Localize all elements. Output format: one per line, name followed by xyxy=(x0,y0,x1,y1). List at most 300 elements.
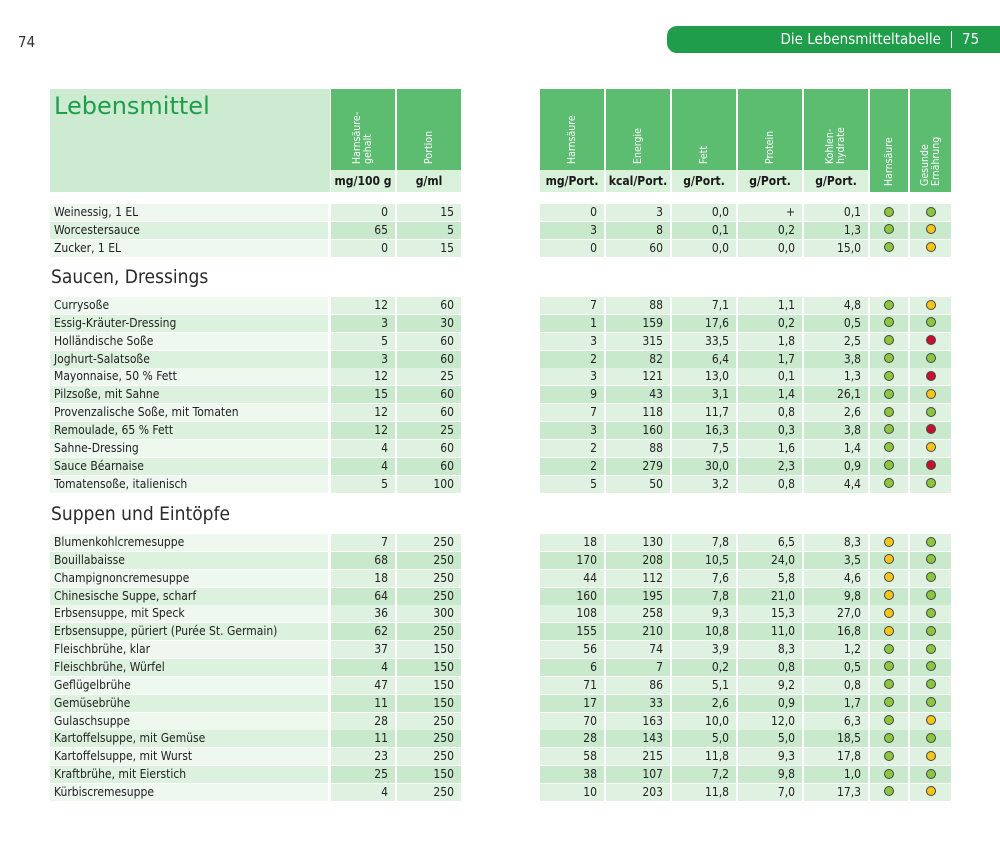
uric-acid-rating xyxy=(870,422,908,439)
energy: 86 xyxy=(606,677,670,694)
uric-acid-rating xyxy=(870,677,908,694)
table-row xyxy=(0,368,1000,385)
uric-acid-rating xyxy=(870,476,908,493)
uric-acid-per-portion: 3 xyxy=(540,422,604,439)
rating-dot xyxy=(926,224,936,234)
uric-acid-per-100g: 11 xyxy=(331,730,395,747)
protein: 11,0 xyxy=(738,623,802,640)
rating-dot xyxy=(884,353,894,363)
energy: 33 xyxy=(606,695,670,712)
uric-acid-per-portion: 170 xyxy=(540,552,604,569)
uric-acid-per-100g: 4 xyxy=(331,440,395,457)
healthy-nutrition-rating xyxy=(910,766,951,783)
rating-dot xyxy=(884,786,894,796)
uric-acid-rating xyxy=(870,404,908,421)
portion: 15 xyxy=(397,240,461,257)
carbohydrates: 3,8 xyxy=(804,351,868,368)
carbohydrates: 0,8 xyxy=(804,677,868,694)
energy: 107 xyxy=(606,766,670,783)
protein: 1,8 xyxy=(738,333,802,350)
food-name: Geflügelbrühe xyxy=(50,677,328,694)
protein: 0,8 xyxy=(738,404,802,421)
header-unit-bg xyxy=(606,170,670,192)
uric-acid-per-100g: 12 xyxy=(331,297,395,314)
uric-acid-per-portion: 7 xyxy=(540,297,604,314)
table-row xyxy=(0,458,1000,475)
rating-dot xyxy=(884,751,894,761)
food-name: Erbsensuppe, mit Speck xyxy=(50,605,328,622)
rating-dot xyxy=(926,478,936,488)
uric-acid-per-100g: 25 xyxy=(331,766,395,783)
protein: 0,0 xyxy=(738,240,802,257)
protein: 0,1 xyxy=(738,368,802,385)
uric-acid-per-portion: 71 xyxy=(540,677,604,694)
energy: 118 xyxy=(606,404,670,421)
rating-dot xyxy=(884,300,894,310)
portion: 250 xyxy=(397,534,461,551)
header-col-label: Gesunde Ernährung xyxy=(918,136,942,186)
uric-acid-rating xyxy=(870,695,908,712)
header-col-label: Harnsäure xyxy=(565,115,578,164)
healthy-nutrition-rating xyxy=(910,315,951,332)
food-name: Blumenkohlcremesuppe xyxy=(50,534,328,551)
uric-acid-per-portion: 5 xyxy=(540,476,604,493)
food-name: Fleischbrühe, Würfel xyxy=(50,659,328,676)
energy: 258 xyxy=(606,605,670,622)
fat: 0,0 xyxy=(672,240,736,257)
uric-acid-per-portion: 17 xyxy=(540,695,604,712)
uric-acid-rating xyxy=(870,386,908,403)
rating-dot xyxy=(884,317,894,327)
food-name: Kürbiscremesuppe xyxy=(50,784,328,801)
rating-dot xyxy=(884,626,894,636)
fat: 3,2 xyxy=(672,476,736,493)
carbohydrates: 15,0 xyxy=(804,240,868,257)
rating-dot xyxy=(884,661,894,671)
uric-acid-rating xyxy=(870,333,908,350)
table-row xyxy=(0,730,1000,747)
carbohydrates: 16,8 xyxy=(804,623,868,640)
chapter-title: Die Lebensmitteltabelle xyxy=(780,30,941,48)
protein: 8,3 xyxy=(738,641,802,658)
carbohydrates: 4,6 xyxy=(804,570,868,587)
uric-acid-per-portion: 0 xyxy=(540,204,604,221)
healthy-nutrition-rating xyxy=(910,240,951,257)
food-name: Kraftbrühe, mit Eierstich xyxy=(50,766,328,783)
fat: 7,8 xyxy=(672,588,736,605)
rating-dot xyxy=(884,537,894,547)
portion: 60 xyxy=(397,333,461,350)
energy: 143 xyxy=(606,730,670,747)
fat: 3,1 xyxy=(672,386,736,403)
carbohydrates: 26,1 xyxy=(804,386,868,403)
rating-dot xyxy=(884,207,894,217)
energy: 195 xyxy=(606,588,670,605)
food-name: Bouillabaisse xyxy=(50,552,328,569)
rating-dot xyxy=(884,644,894,654)
uric-acid-per-100g: 5 xyxy=(331,333,395,350)
portion: 60 xyxy=(397,351,461,368)
table-row xyxy=(0,695,1000,712)
uric-acid-per-100g: 11 xyxy=(331,695,395,712)
page-number-right: 75 xyxy=(962,30,980,48)
rating-dot xyxy=(926,207,936,217)
table-row xyxy=(0,386,1000,403)
table-row xyxy=(0,552,1000,569)
fat: 30,0 xyxy=(672,458,736,475)
uric-acid-per-portion: 1 xyxy=(540,315,604,332)
header-unit-bg xyxy=(738,170,802,192)
uric-acid-per-portion: 160 xyxy=(540,588,604,605)
energy: 121 xyxy=(606,368,670,385)
energy: 163 xyxy=(606,713,670,730)
rating-dot xyxy=(926,442,936,452)
rating-dot xyxy=(926,317,936,327)
carbohydrates: 0,1 xyxy=(804,204,868,221)
header-unit-bg xyxy=(331,170,395,192)
protein: 0,2 xyxy=(738,315,802,332)
energy: 8 xyxy=(606,222,670,239)
energy: 130 xyxy=(606,534,670,551)
protein: 2,3 xyxy=(738,458,802,475)
uric-acid-rating xyxy=(870,315,908,332)
uric-acid-per-100g: 23 xyxy=(331,748,395,765)
uric-acid-per-portion: 9 xyxy=(540,386,604,403)
rating-dot xyxy=(884,608,894,618)
protein: 5,0 xyxy=(738,730,802,747)
energy: 112 xyxy=(606,570,670,587)
portion: 60 xyxy=(397,297,461,314)
healthy-nutrition-rating xyxy=(910,570,951,587)
uric-acid-per-100g: 12 xyxy=(331,422,395,439)
carbohydrates: 4,8 xyxy=(804,297,868,314)
healthy-nutrition-rating xyxy=(910,404,951,421)
energy: 203 xyxy=(606,784,670,801)
energy: 50 xyxy=(606,476,670,493)
healthy-nutrition-rating xyxy=(910,368,951,385)
food-name: Champignoncremesuppe xyxy=(50,570,328,587)
uric-acid-per-portion: 10 xyxy=(540,784,604,801)
fat: 33,5 xyxy=(672,333,736,350)
rating-dot xyxy=(926,335,936,345)
table-row xyxy=(0,476,1000,493)
protein: 0,3 xyxy=(738,422,802,439)
rating-dot xyxy=(884,769,894,779)
rating-dot xyxy=(926,697,936,707)
protein: 12,0 xyxy=(738,713,802,730)
table-row xyxy=(0,315,1000,332)
healthy-nutrition-rating xyxy=(910,588,951,605)
uric-acid-per-portion: 108 xyxy=(540,605,604,622)
food-name: Gulaschsuppe xyxy=(50,713,328,730)
table-row xyxy=(0,404,1000,421)
fat: 11,8 xyxy=(672,784,736,801)
table-row xyxy=(0,351,1000,368)
protein: 1,4 xyxy=(738,386,802,403)
carbohydrates: 18,5 xyxy=(804,730,868,747)
uric-acid-per-100g: 47 xyxy=(331,677,395,694)
energy: 43 xyxy=(606,386,670,403)
food-name: Weinessig, 1 EL xyxy=(50,204,328,221)
header-unit-bg xyxy=(540,170,604,192)
portion: 150 xyxy=(397,677,461,694)
portion: 15 xyxy=(397,204,461,221)
protein: 5,8 xyxy=(738,570,802,587)
uric-acid-per-100g: 37 xyxy=(331,641,395,658)
header-unit: kcal/Port. xyxy=(608,174,668,188)
healthy-nutrition-rating xyxy=(910,351,951,368)
rating-dot xyxy=(884,389,894,399)
energy: 279 xyxy=(606,458,670,475)
uric-acid-rating xyxy=(870,440,908,457)
header-col-right-6 xyxy=(910,89,951,192)
protein: 24,0 xyxy=(738,552,802,569)
healthy-nutrition-rating xyxy=(910,713,951,730)
uric-acid-per-100g: 28 xyxy=(331,713,395,730)
uric-acid-per-portion: 70 xyxy=(540,713,604,730)
uric-acid-per-100g: 4 xyxy=(331,659,395,676)
portion: 25 xyxy=(397,422,461,439)
page-number-left: 74 xyxy=(18,33,36,51)
uric-acid-rating xyxy=(870,713,908,730)
uric-acid-per-portion: 0 xyxy=(540,240,604,257)
energy: 82 xyxy=(606,351,670,368)
header-title-cell xyxy=(50,89,330,192)
fat: 11,7 xyxy=(672,404,736,421)
food-name: Tomatensoße, italienisch xyxy=(50,476,328,493)
portion: 60 xyxy=(397,386,461,403)
rating-dot xyxy=(884,572,894,582)
header-divider xyxy=(951,31,952,48)
protein: 1,6 xyxy=(738,440,802,457)
uric-acid-per-100g: 65 xyxy=(331,222,395,239)
protein: 1,1 xyxy=(738,297,802,314)
table-row xyxy=(0,240,1000,257)
portion: 250 xyxy=(397,730,461,747)
energy: 60 xyxy=(606,240,670,257)
fat: 7,5 xyxy=(672,440,736,457)
carbohydrates: 3,8 xyxy=(804,422,868,439)
fat: 7,8 xyxy=(672,534,736,551)
rating-dot xyxy=(926,733,936,743)
rating-dot xyxy=(884,460,894,470)
uric-acid-rating xyxy=(870,784,908,801)
header-unit-bg xyxy=(804,170,868,192)
rating-dot xyxy=(926,661,936,671)
table-row xyxy=(0,713,1000,730)
food-name: Holländische Soße xyxy=(50,333,328,350)
rating-dot xyxy=(926,460,936,470)
uric-acid-rating xyxy=(870,534,908,551)
uric-acid-per-100g: 15 xyxy=(331,386,395,403)
uric-acid-rating xyxy=(870,351,908,368)
food-name: Kartoffelsuppe, mit Wurst xyxy=(50,748,328,765)
section-title: Saucen, Dressings xyxy=(51,266,209,288)
rating-dot xyxy=(926,242,936,252)
food-name: Chinesische Suppe, scharf xyxy=(50,588,328,605)
carbohydrates: 9,8 xyxy=(804,588,868,605)
table-row xyxy=(0,588,1000,605)
rating-dot xyxy=(884,590,894,600)
carbohydrates: 8,3 xyxy=(804,534,868,551)
uric-acid-per-100g: 3 xyxy=(331,315,395,332)
rating-dot xyxy=(926,715,936,725)
food-name: Remoulade, 65 % Fett xyxy=(50,422,328,439)
uric-acid-rating xyxy=(870,368,908,385)
protein: 15,3 xyxy=(738,605,802,622)
uric-acid-per-portion: 56 xyxy=(540,641,604,658)
portion: 250 xyxy=(397,570,461,587)
protein: 9,8 xyxy=(738,766,802,783)
carbohydrates: 27,0 xyxy=(804,605,868,622)
energy: 88 xyxy=(606,440,670,457)
section-title: Suppen und Eintöpfe xyxy=(51,503,231,525)
table-row xyxy=(0,659,1000,676)
rating-dot xyxy=(926,679,936,689)
portion: 150 xyxy=(397,641,461,658)
table-row xyxy=(0,784,1000,801)
protein: 0,8 xyxy=(738,659,802,676)
header-unit: g/ml xyxy=(415,174,443,188)
protein: 6,5 xyxy=(738,534,802,551)
fat: 11,8 xyxy=(672,748,736,765)
uric-acid-per-portion: 3 xyxy=(540,333,604,350)
portion: 250 xyxy=(397,552,461,569)
uric-acid-per-portion: 44 xyxy=(540,570,604,587)
energy: 74 xyxy=(606,641,670,658)
healthy-nutrition-rating xyxy=(910,730,951,747)
uric-acid-per-portion: 2 xyxy=(540,351,604,368)
healthy-nutrition-rating xyxy=(910,659,951,676)
uric-acid-rating xyxy=(870,730,908,747)
table-row xyxy=(0,333,1000,350)
rating-dot xyxy=(926,786,936,796)
carbohydrates: 17,3 xyxy=(804,784,868,801)
rating-dot xyxy=(926,751,936,761)
fat: 10,8 xyxy=(672,623,736,640)
fat: 10,0 xyxy=(672,713,736,730)
header-col-label: Harnsäure- gehalt xyxy=(351,111,374,164)
healthy-nutrition-rating xyxy=(910,605,951,622)
portion: 250 xyxy=(397,588,461,605)
healthy-nutrition-rating xyxy=(910,784,951,801)
portion: 100 xyxy=(397,476,461,493)
food-name: Joghurt-Salatsoße xyxy=(50,351,328,368)
carbohydrates: 0,5 xyxy=(804,659,868,676)
uric-acid-per-portion: 58 xyxy=(540,748,604,765)
carbohydrates: 2,5 xyxy=(804,333,868,350)
food-name: Fleischbrühe, klar xyxy=(50,641,328,658)
energy: 159 xyxy=(606,315,670,332)
header-col-label: Protein xyxy=(763,130,776,164)
fat: 10,5 xyxy=(672,552,736,569)
healthy-nutrition-rating xyxy=(910,476,951,493)
rating-dot xyxy=(926,424,936,434)
table-row xyxy=(0,440,1000,457)
portion: 300 xyxy=(397,605,461,622)
food-name: Pilzsoße, mit Sahne xyxy=(50,386,328,403)
uric-acid-per-portion: 28 xyxy=(540,730,604,747)
rating-dot xyxy=(926,769,936,779)
uric-acid-per-100g: 18 xyxy=(331,570,395,587)
carbohydrates: 2,6 xyxy=(804,404,868,421)
fat: 9,3 xyxy=(672,605,736,622)
table-row xyxy=(0,570,1000,587)
carbohydrates: 1,3 xyxy=(804,222,868,239)
rating-dot xyxy=(926,389,936,399)
uric-acid-rating xyxy=(870,297,908,314)
uric-acid-per-portion: 3 xyxy=(540,222,604,239)
healthy-nutrition-rating xyxy=(910,534,951,551)
table-row xyxy=(0,623,1000,640)
fat: 0,2 xyxy=(672,659,736,676)
carbohydrates: 3,5 xyxy=(804,552,868,569)
rating-dot xyxy=(884,224,894,234)
rating-dot xyxy=(884,715,894,725)
uric-acid-per-portion: 6 xyxy=(540,659,604,676)
uric-acid-per-portion: 7 xyxy=(540,404,604,421)
uric-acid-per-portion: 18 xyxy=(540,534,604,551)
carbohydrates: 1,2 xyxy=(804,641,868,658)
healthy-nutrition-rating xyxy=(910,748,951,765)
portion: 60 xyxy=(397,440,461,457)
carbohydrates: 1,7 xyxy=(804,695,868,712)
uric-acid-per-portion: 2 xyxy=(540,440,604,457)
carbohydrates: 1,4 xyxy=(804,440,868,457)
rating-dot xyxy=(926,554,936,564)
healthy-nutrition-rating xyxy=(910,641,951,658)
energy: 160 xyxy=(606,422,670,439)
healthy-nutrition-rating xyxy=(910,695,951,712)
uric-acid-rating xyxy=(870,605,908,622)
rating-dot xyxy=(884,697,894,707)
protein: 1,7 xyxy=(738,351,802,368)
fat: 0,1 xyxy=(672,222,736,239)
food-name: Sahne-Dressing xyxy=(50,440,328,457)
food-name: Gemüsebrühe xyxy=(50,695,328,712)
header-unit: g/Port. xyxy=(815,174,857,188)
chapter-header-tab xyxy=(667,26,1000,53)
table-row xyxy=(0,766,1000,783)
protein: 7,0 xyxy=(738,784,802,801)
portion: 250 xyxy=(397,623,461,640)
fat: 7,1 xyxy=(672,297,736,314)
uric-acid-per-100g: 62 xyxy=(331,623,395,640)
header-unit: mg/Port. xyxy=(545,174,599,188)
fat: 2,6 xyxy=(672,695,736,712)
rating-dot xyxy=(884,407,894,417)
carbohydrates: 17,8 xyxy=(804,748,868,765)
header-col-right-5 xyxy=(870,89,908,192)
food-name: Worcestersauce xyxy=(50,222,328,239)
uric-acid-per-100g: 7 xyxy=(331,534,395,551)
healthy-nutrition-rating xyxy=(910,333,951,350)
healthy-nutrition-rating xyxy=(910,297,951,314)
rating-dot xyxy=(926,590,936,600)
uric-acid-rating xyxy=(870,222,908,239)
energy: 208 xyxy=(606,552,670,569)
food-name: Mayonnaise, 50 % Fett xyxy=(50,368,328,385)
fat: 3,9 xyxy=(672,641,736,658)
energy: 3 xyxy=(606,204,670,221)
uric-acid-per-100g: 12 xyxy=(331,404,395,421)
portion: 150 xyxy=(397,766,461,783)
fat: 6,4 xyxy=(672,351,736,368)
fat: 5,1 xyxy=(672,677,736,694)
uric-acid-per-100g: 3 xyxy=(331,351,395,368)
fat: 16,3 xyxy=(672,422,736,439)
uric-acid-per-portion: 38 xyxy=(540,766,604,783)
